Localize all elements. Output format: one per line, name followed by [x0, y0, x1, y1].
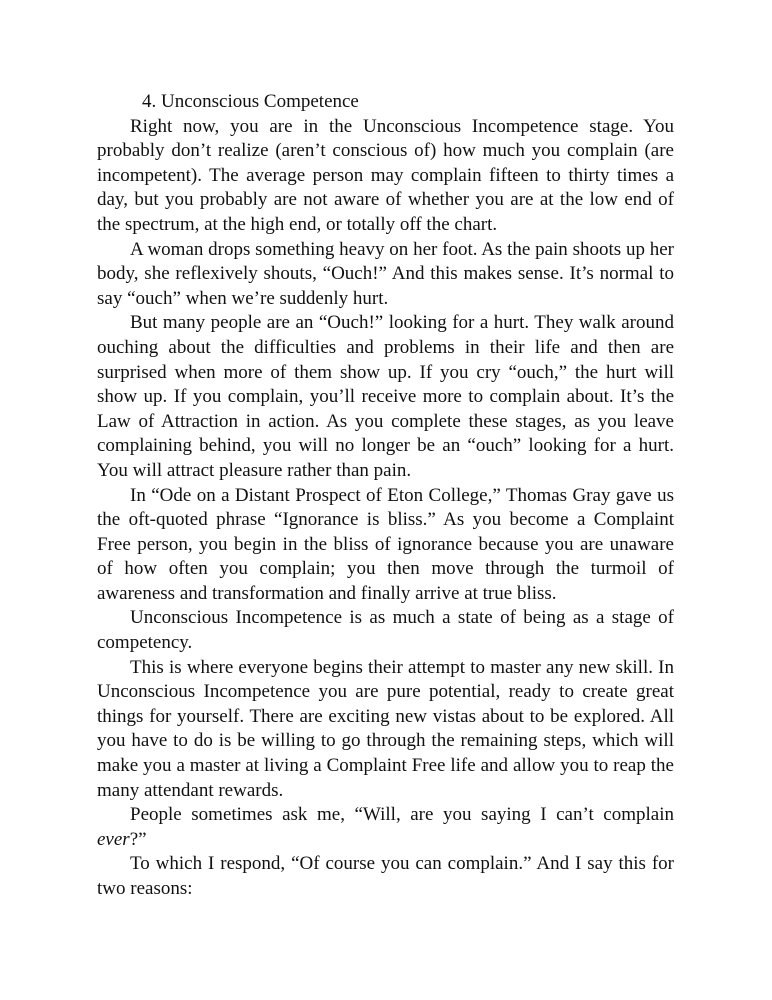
- paragraph-unconscious-incompetence: Right now, you are in the Unconscious Incompetence stage. You probably don’t realize (aren’t conscious of) how much you complain (are incompetent). The average person may complain fifteen to thirty times a day, but you probably are not aware of whether you are at the low end of the spectrum, at the high end, or totally off the chart.: [97, 115, 674, 235]
- paragraph-two-reasons: To which I respond, “Of course you can complain.” And I say this for two reasons:: [97, 853, 674, 899]
- paragraph-state-of-being: Unconscious Incompetence is as much a state of being as a stage of competency.: [97, 607, 674, 654]
- quote-text-before: People sometimes ask me, “Will, are you saying I can’t complain: [130, 804, 674, 826]
- book-page: [97, 90, 674, 902]
- paragraph-looking-for-hurt: But many people are an “Ouch!” looking for a hurt. They walk around ouching about the difficulties and problems in their life and then are surprised when more of them show up. If you cry “ouch,” the hurt will show up. If you complain, you’ll receive more to complain about. It’s the Law of Attraction in action. As you complete these stages, as you leave complaining behind, you will no longer be an “ouch” looking for a hurt. You will attract pleasure rather than pain.: [97, 312, 674, 481]
- paragraph-ouch-example: A woman drops something heavy on her foot. As the pain shoots up her body, she reflexively shouts, “Ouch!” And this makes sense. It’s normal to say “ouch” when we’re suddenly hurt.: [97, 238, 674, 309]
- paragraph-complain-ever-question: [97, 803, 674, 852]
- quote-text-after: ?”: [129, 828, 147, 850]
- quote-emphasis: ever: [97, 828, 130, 850]
- paragraph-pure-potential: This is where everyone begins their attempt to master any new skill. In Unconscious Incompetence you are pure potential, ready to create great things for yourself. There are exciting new vistas about to be explored. All you have to do is be willing to go through the remaining steps, which will make you a master at living a Complaint Free life and allow you to reap the many attendant rewards.: [97, 656, 674, 801]
- list-item-heading: 4. Unconscious Competence: [142, 91, 359, 112]
- paragraph-ignorance-is-bliss: In “Ode on a Distant Prospect of Eton College,” Thomas Gray gave us the oft-quoted phrase “Ignorance is bliss.” As you become a Complaint Free person, you begin in the bliss of ignorance because you are unaware of how often you complain; you then move through the turmoil of awareness and transformation and finally arrive at true bliss.: [97, 484, 674, 604]
